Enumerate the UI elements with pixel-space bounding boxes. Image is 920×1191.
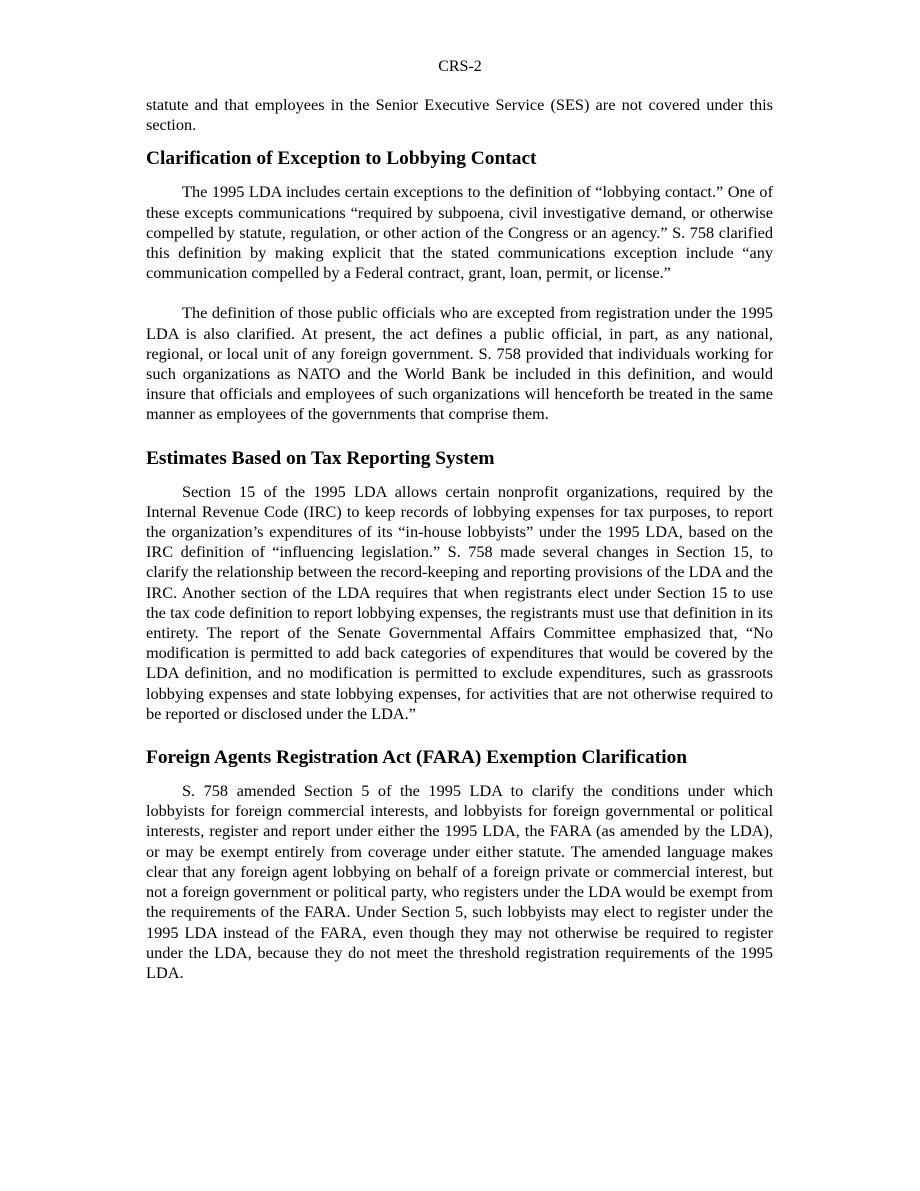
- page-number-header: CRS-2: [438, 58, 482, 75]
- paragraph-public-officials-definition: The definition of those public officials who are excepted from registration under the 1995 LDA is also clarified. At present, the act defines a public official, in part, as any national, regional, or local unit of any foreign government. S. 758 provided that individuals working for such organizations as NATO and the World Bank be included in this definition, and would insure that officials and employees of such organizations will henceforth be treated in the same manner as employees of the governments that comprise them.: [146, 303, 773, 424]
- paragraph-fara-exemption: S. 758 amended Section 5 of the 1995 LDA to clarify the conditions under which lobbyists for foreign commercial interests, and lobbyists for foreign governmental or political interests, register and report under either the 1995 LDA, the FARA (as amended by the LDA), or may be exempt entirely from coverage under either statute. The amended language makes clear that any foreign agent lobbying on behalf of a foreign private or commercial interest, but not a foreign government or political party, who registers under the LDA would be exempt from the requirements of the FARA. Under Section 5, such lobbyists may elect to register under the 1995 LDA instead of the FARA, even though they may not otherwise be required to register under the LDA, because they do not meet the threshold registration requirements of the 1995 LDA.: [146, 781, 773, 982]
- section-heading-lobbying-contact: Clarification of Exception to Lobbying Contact: [146, 148, 537, 170]
- section-heading-fara-exemption: Foreign Agents Registration Act (FARA) Exemption Clarification: [146, 747, 688, 769]
- intro-fragment-paragraph: statute and that employees in the Senior Executive Service (SES) are not covered under this section.: [146, 95, 773, 135]
- paragraph-tax-reporting: Section 15 of the 1995 LDA allows certain nonprofit organizations, required by the Internal Revenue Code (IRC) to keep records of lobbying expenses for tax purposes, to report the organization’s expenditures of its “in-house lobbyists” under the 1995 LDA, based on the IRC definition of “influencing legislation.” S. 758 made several changes in Section 15, to clarify the relationship between the record-keeping and reporting provisions of the LDA and the IRC. Another section of the LDA requires that when registrants elect under Section 15 to use the tax code definition to report lobbying expenses, the registrants must use that definition in its entirety. The report of the Senate Governmental Affairs Committee emphasized that, “No modification is permitted to add back categories of expenditures that would be covered by the LDA definition, and no modification is permitted to exclude expenditures, such as grassroots lobbying expenses and state lobbying expenses, for activities that are not otherwise required to be reported or disclosed under the LDA.”: [146, 481, 773, 723]
- paragraph-lobbying-contact-exceptions: The 1995 LDA includes certain exceptions to the definition of “lobbying contact.” One of these excepts communications “required by subpoena, civil investigative demand, or otherwise compelled by statute, regulation, or other action of the Congress or an agency.” S. 758 clarified this definition by making explicit that the stated communications exception include “any communication compelled by a Federal contract, grant, loan, permit, or license.”: [146, 182, 773, 283]
- document-body: [146, 95, 773, 983]
- section-heading-tax-reporting: Estimates Based on Tax Reporting System: [146, 447, 495, 469]
